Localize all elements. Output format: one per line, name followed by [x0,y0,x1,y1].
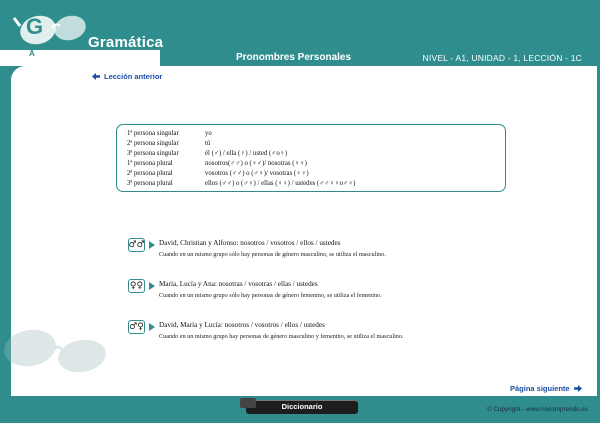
example-item [128,320,404,340]
brand-title: Gramática [88,34,164,51]
glasses-logo-icon [12,4,98,70]
pronoun-person: 2ª persona singular [127,140,179,147]
logo-letter-a: A [29,49,35,58]
arrow-right-icon [574,385,582,392]
example-title: María, Lucía y Ana: nosotras / vosotras / ellas / ustedes [159,280,318,288]
pronoun-table [116,124,506,192]
pronoun-person: 1ª persona plural [127,160,173,167]
level-indicator: NIVEL - A1, UNIDAD - 1, LECCIÓN - 1C [422,53,582,63]
pronoun-row [127,149,287,158]
decorative-glasses-icon [0,318,120,388]
logo [12,4,98,70]
next-page-label: Página siguiente [510,384,570,393]
pronoun-person: 3ª persona singular [127,150,179,157]
copyright-text: © Copyright - www.nocomprendo.es [487,406,588,413]
logo-letter-g: G [26,14,44,39]
pronoun-value: vosotros (♂♂) o (♂♀)/ vosotras (♀♀) [205,170,309,177]
play-arrow-icon[interactable] [149,323,155,331]
pronoun-person: 3ª persona plural [127,180,173,187]
example-item [128,279,382,299]
play-arrow-icon[interactable] [149,282,155,290]
pronoun-person: 2ª persona plural [127,170,173,177]
male-male-icon: ♂♂ [128,240,145,250]
play-arrow-icon[interactable] [149,241,155,249]
female-female-icon: ♀♀ [129,281,144,291]
dictionary-button[interactable]: Diccionario [246,400,358,414]
example-title: David, Christian y Alfonso: nosotros / vosotros / ellos / ustedes [159,239,341,247]
previous-lesson-label: Lección anterior [104,72,163,81]
pronoun-value: él (♂) / ella (♀) / usted (♂o♀) [205,150,288,157]
pronoun-row [127,129,212,138]
pronoun-value: nosotros(♂♂) o (♀♂)/ nosotras (♀♀) [205,160,307,167]
male-female-icon: ♂♀ [129,322,144,332]
example-description: Cuando en un mismo grupo sólo hay personas de género masculino, se utiliza el masculino. [159,251,386,258]
example-item [128,238,386,258]
pronoun-person: 1ª persona singular [127,130,179,137]
arrow-left-icon [92,73,100,80]
example-description: Cuando en un mismo grupo hay personas de género masculino y femenino, se utiliza el masculino. [159,333,404,340]
previous-lesson-link[interactable] [92,72,162,81]
example-description: Cuando en un mismo grupo sólo hay personas de género femenino, se utiliza el femenino. [159,292,382,299]
pronoun-row [127,179,355,188]
pronoun-row [127,169,309,178]
pronoun-value: tú [205,140,211,147]
pronoun-value: ellos (♂♂) o (♂♀) / ellas (♀♀) / ustedes (♂♂♀♀o♂♀) [205,180,356,187]
next-page-link[interactable] [510,384,582,393]
pronoun-row [127,139,210,148]
pronoun-row [127,159,307,168]
page-title: Pronombres Personales [236,52,352,63]
logo-letter-r: R [56,39,62,48]
example-title: David, María y Lucía: nosotros / vosotros / ellos / ustedes [159,321,325,329]
pronoun-value: yo [205,130,212,137]
